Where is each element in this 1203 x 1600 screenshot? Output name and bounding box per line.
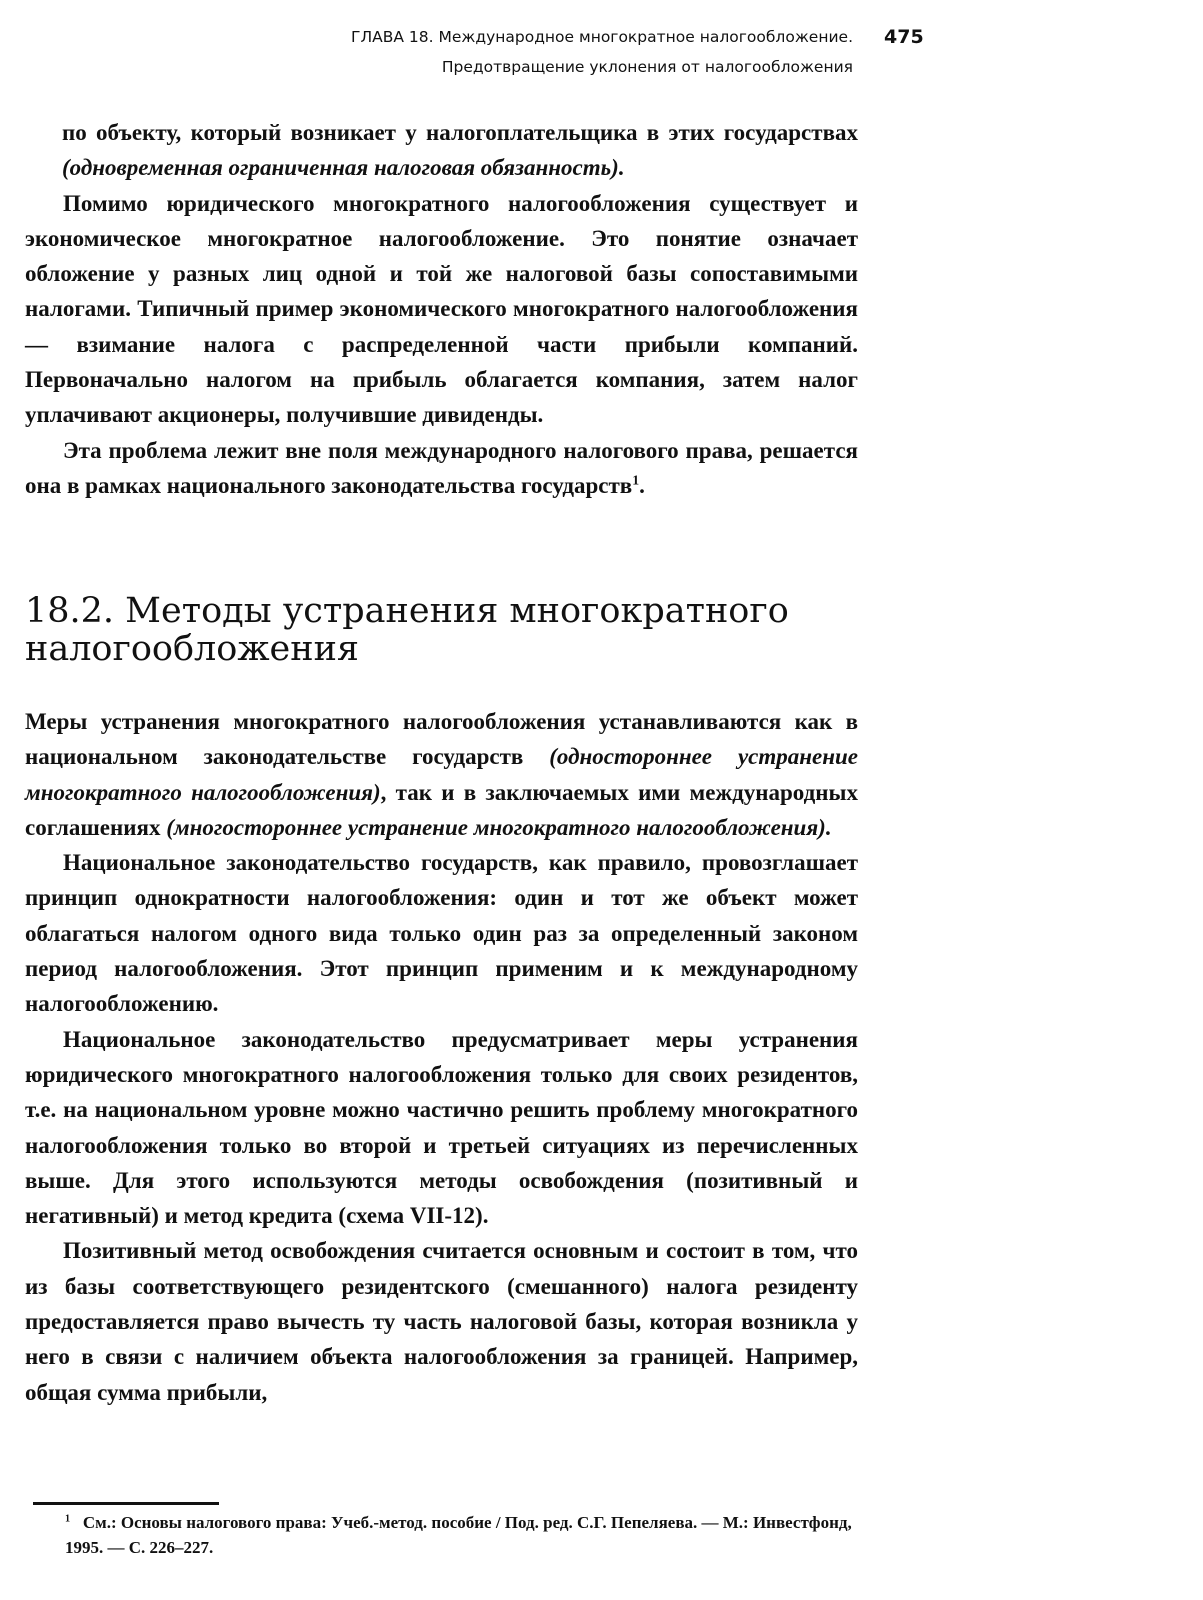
paragraph-text: по объекту, который возникает у налогоплательщика в этих государствах: [62, 120, 858, 145]
italic-term: (одновременная ограниченная налоговая обязанность).: [62, 155, 625, 181]
paragraph-text: Помимо юридического многократного налогообложения существует и: [63, 190, 858, 216]
italic-term: (многостороннее устранение многократного налогообложения).: [166, 814, 832, 840]
footnote-ref: 1: [632, 472, 640, 488]
page-number: 475: [884, 26, 924, 48]
footnote-text: [25, 1510, 858, 1560]
paragraph: [25, 1233, 858, 1409]
paragraph-text: Национальное законодательство предусматривает меры устранения юридического многократного налогообложения только для своих резидентов, т.е. на национальном уровне можно частично решить проблему многократного налогообложения только во второй и третьей ситуациях из перечисленных выше. Для этого используются методы освобождения (позитивный и негативный) и метод кредита (схема VII-12).: [25, 1026, 858, 1229]
footnote-body: См.: Основы налогового права: Учеб.-метод. пособие / Под. ред. С.Г. Пепеляева. — М.: Инвестфонд, 1995. — С. 226–227.: [65, 1513, 852, 1557]
bold-term: принцип однократности налогообложения: [25, 885, 490, 911]
bold-term: экономическое многократное налогообложение: [25, 225, 560, 251]
paragraph: [25, 433, 858, 504]
paragraph-text: считается основным и состоит в том, что из базы соответствующего резидентского (смешанного) налога резиденту предоставляется право вычесть ту часть налоговой базы, которая возникла у него в связи с наличием объекта налогообложения за границей. Например, общая сумма прибыли,: [25, 1238, 858, 1405]
section-heading: 18.2. Методы устранения многократного налогообложения: [25, 591, 789, 669]
paragraph-text: .: [639, 472, 645, 498]
paragraph-text: Национальное законодательство государств, как правило, провозглашает: [63, 850, 858, 876]
paragraph-text: Меры устранения многократного налогообложения устанавливаются как в национальном законодательстве государств: [25, 709, 858, 770]
paragraph: [25, 1022, 858, 1234]
footnote-divider: [33, 1502, 219, 1505]
italic-term: (одностороннее устранение многократного налогообложения): [25, 744, 858, 805]
footnote: [25, 1510, 858, 1560]
paragraph: [25, 704, 858, 845]
bold-term: Позитивный метод освобождения: [63, 1238, 416, 1264]
section-text-block: [25, 704, 858, 1410]
paragraph-text: , так и в заключаемых ими международных соглашениях: [25, 779, 858, 840]
running-header: [0, 22, 853, 82]
paragraph-text: : один и тот же объект может облагаться налогом одного вида только один раз за определенный законом период налогообложения. Этот принцип применим и к международному налогообложению.: [25, 885, 858, 1017]
footnote-marker: 1: [65, 1513, 71, 1525]
paragraph: [25, 115, 858, 186]
chapter-title: ГЛАВА 18. Международное многократное налогообложение.: [351, 28, 853, 46]
paragraph-text: Эта проблема лежит вне поля международного налогового права, решается она в рамках национального законодательства государств: [25, 437, 858, 498]
continued-text-block: [25, 115, 858, 503]
paragraph: [25, 186, 858, 433]
chapter-subtitle: Предотвращение уклонения от налогообложения: [441, 58, 853, 76]
paragraph: [25, 845, 858, 1021]
paragraph-text: . Это понятие означает обложение у разных лиц одной и той же налоговой базы сопоставимыми налогами. Типичный пример экономического многократного налогообложения — взимание налога с распределенной части прибыли компаний. Первоначально налогом на прибыль облагается компания, затем налог уплачивают акционеры, получившие дивиденды.: [25, 225, 858, 428]
